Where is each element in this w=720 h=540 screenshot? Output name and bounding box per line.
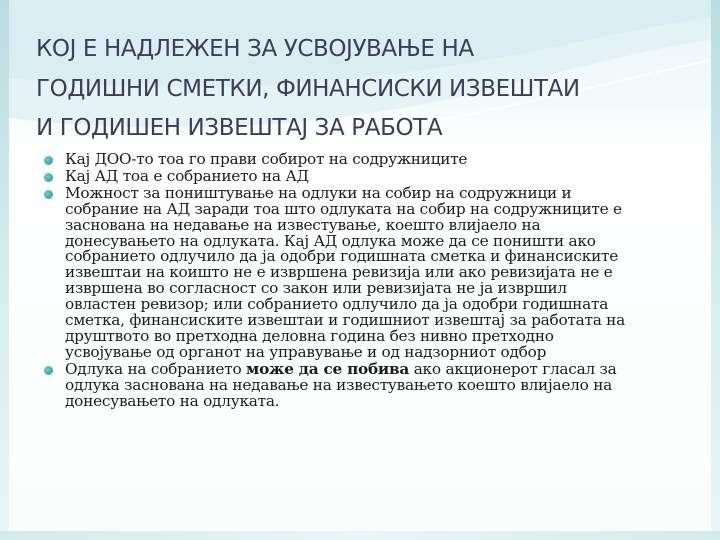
- bullet-line: одлука заснована на недавање на известувањето коешто влијаело на: [65, 375, 613, 394]
- bullet-line: сметка, финансиските извештаи и годишниот извештај за работата на: [65, 311, 625, 330]
- bullet-line: овластен ревизор; или собранието одлучило да ја одобри годишната: [65, 295, 609, 314]
- bullet-dot-icon: [44, 156, 53, 165]
- bullet-text: ако акционерот гласал за: [409, 359, 617, 378]
- bullet-line: друштвото во претходна деловна година без нивно претходно: [65, 326, 554, 345]
- bullet-line: извршена во согласност со закон или ревизијата не ја извршил: [65, 279, 567, 298]
- bullet-line: донесувањето на одлуката. Кај АД одлука може да се поништи ако: [65, 231, 596, 250]
- bullet-dot-icon: [44, 173, 53, 182]
- bullet-line: извештаи на коишто не е извршена ревизија или ако ревизијата не е: [65, 263, 613, 282]
- left-frame-border: [0, 0, 9, 540]
- bullet-item-annulment: [44, 183, 688, 361]
- bullet-text: Одлука на собранието: [65, 359, 247, 378]
- bullet-line: Кај ДОО-то тоа го прави собирот на содружниците: [65, 150, 468, 168]
- title-line: ГОДИШНИ СМЕТКИ, ФИНАНСИСКИ ИЗВЕШТАИ: [36, 75, 580, 102]
- bullet-line: собрание на АД заради тоа што одлуката на собир на содружниците е: [65, 199, 622, 218]
- bullet-list: [44, 152, 688, 411]
- bullet-line: Можност за поништување на одлуки на собир на содружници и: [65, 183, 572, 202]
- bullet-item-jsc-assembly: [44, 166, 688, 185]
- bullet-dot-icon: [44, 366, 53, 375]
- right-frame-border: [711, 0, 720, 540]
- slide-title: [36, 30, 696, 149]
- title-line: И ГОДИШЕН ИЗВЕШТАЈ ЗА РАБОТА: [36, 115, 443, 141]
- bullet-line: усвојување од органот на управување и од надзорниот одбор: [65, 342, 547, 361]
- bottom-frame-border: [0, 531, 720, 540]
- bullet-line: донесувањето на одлуката.: [65, 391, 280, 410]
- bullet-item-ltd-assembly: [44, 152, 688, 168]
- bullet-item-challenge: [44, 359, 688, 410]
- bullet-line: заснована на недавање на известување, коешто влијаело на: [65, 215, 541, 234]
- title-line: КОЈ Е НАДЛЕЖЕН ЗА УСВОЈУВАЊЕ НА: [36, 36, 474, 62]
- bullet-line: Кај АД тоа е собранието на АД: [65, 166, 309, 185]
- bullet-line: собранието одлучило да ја одобри годишната сметка и финансиските: [65, 247, 619, 266]
- bullet-dot-icon: [44, 190, 53, 199]
- bullet-bold-phrase: може да се побива: [246, 359, 410, 378]
